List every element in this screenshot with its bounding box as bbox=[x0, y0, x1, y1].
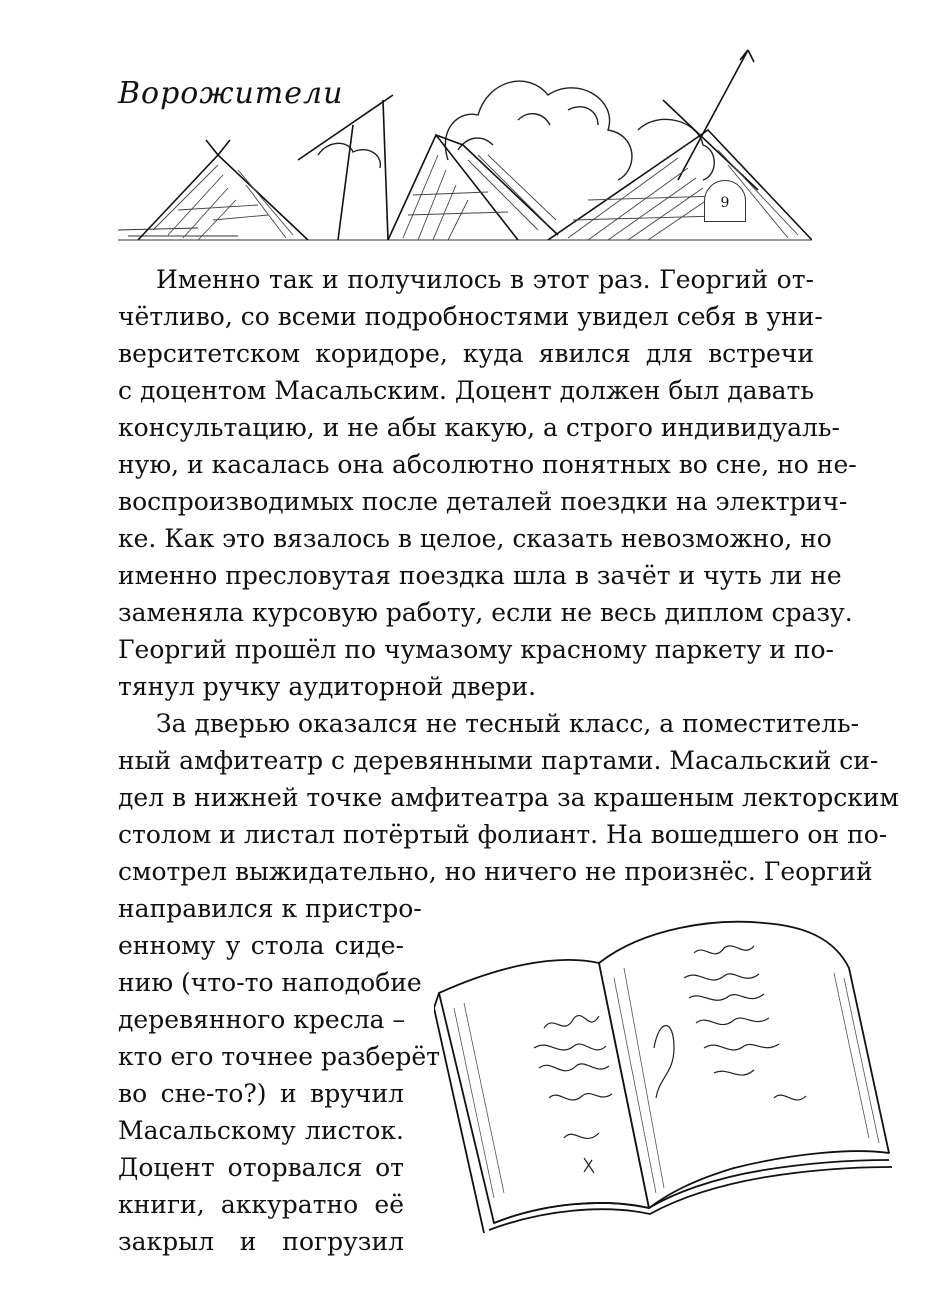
text-line: с доцентом Масальским. Доцент должен был давать bbox=[118, 376, 814, 405]
text-line: воспроизводимых после деталей поездки на электрич- bbox=[118, 487, 848, 516]
text-line: заменяла курсовую работу, если не весь диплом сразу. bbox=[118, 598, 853, 627]
paragraph-1 bbox=[118, 261, 857, 705]
text-line: Масальскому листок. bbox=[118, 1116, 404, 1145]
page-number: 9 bbox=[704, 180, 746, 222]
text-line: За дверью оказался не тесный класс, а поместитель- bbox=[156, 709, 860, 738]
paragraph-2 bbox=[118, 705, 899, 890]
text-line: Именно так и получилось в этот раз. Георгий от- bbox=[156, 265, 814, 294]
text-line: нию (что-то наподобие bbox=[118, 968, 422, 997]
text-line: Георгий прошёл по чумазому красному паркету и по- bbox=[118, 635, 834, 664]
text-line: кто его точнее разберёт bbox=[118, 1042, 440, 1071]
text-line: смотрел выжидательно, но ничего не произнёс. Георгий bbox=[118, 857, 873, 886]
text-line: верситетском коридоре, куда явился для встречи bbox=[118, 339, 814, 368]
text-line: чётливо, со всеми подробностями увидел себя в уни- bbox=[118, 302, 823, 331]
text-line: книги, аккуратно её bbox=[118, 1190, 404, 1219]
text-line: столом и листал потёртый фолиант. На вошедшего он по- bbox=[118, 820, 888, 849]
text-line: ную, и касалась она абсолютно понятных во сне, но не- bbox=[118, 450, 857, 479]
text-line: деревянного кресла – bbox=[118, 1005, 405, 1034]
text-line: закрыл и погрузил bbox=[118, 1227, 404, 1256]
text-line: ке. Как это вязалось в целое, сказать невозможно, но bbox=[118, 524, 832, 553]
text-line: енному у стола сиде- bbox=[118, 931, 404, 960]
text-line: направился к пристро- bbox=[118, 894, 422, 923]
text-line: ный амфитеатр с деревянными партами. Масальский си- bbox=[118, 746, 879, 775]
paragraph-2-narrow-column bbox=[118, 890, 440, 1260]
text-line: дел в нижней точке амфитеатра за крашеным лекторским bbox=[118, 783, 899, 812]
text-line: консультацию, и не абы какую, а строго индивидуаль- bbox=[118, 413, 840, 442]
open-book-illustration bbox=[434, 898, 904, 1238]
text-line: тянул ручку аудиторной двери. bbox=[118, 672, 537, 701]
section-title: Ворожители bbox=[118, 76, 344, 111]
text-line: именно пресловутая поездка шла в зачёт и чуть ли не bbox=[118, 561, 842, 590]
text-line: во сне-то?) и вручил bbox=[118, 1079, 404, 1108]
text-line: Доцент оторвался от bbox=[118, 1153, 404, 1182]
open-book-icon bbox=[434, 898, 904, 1238]
